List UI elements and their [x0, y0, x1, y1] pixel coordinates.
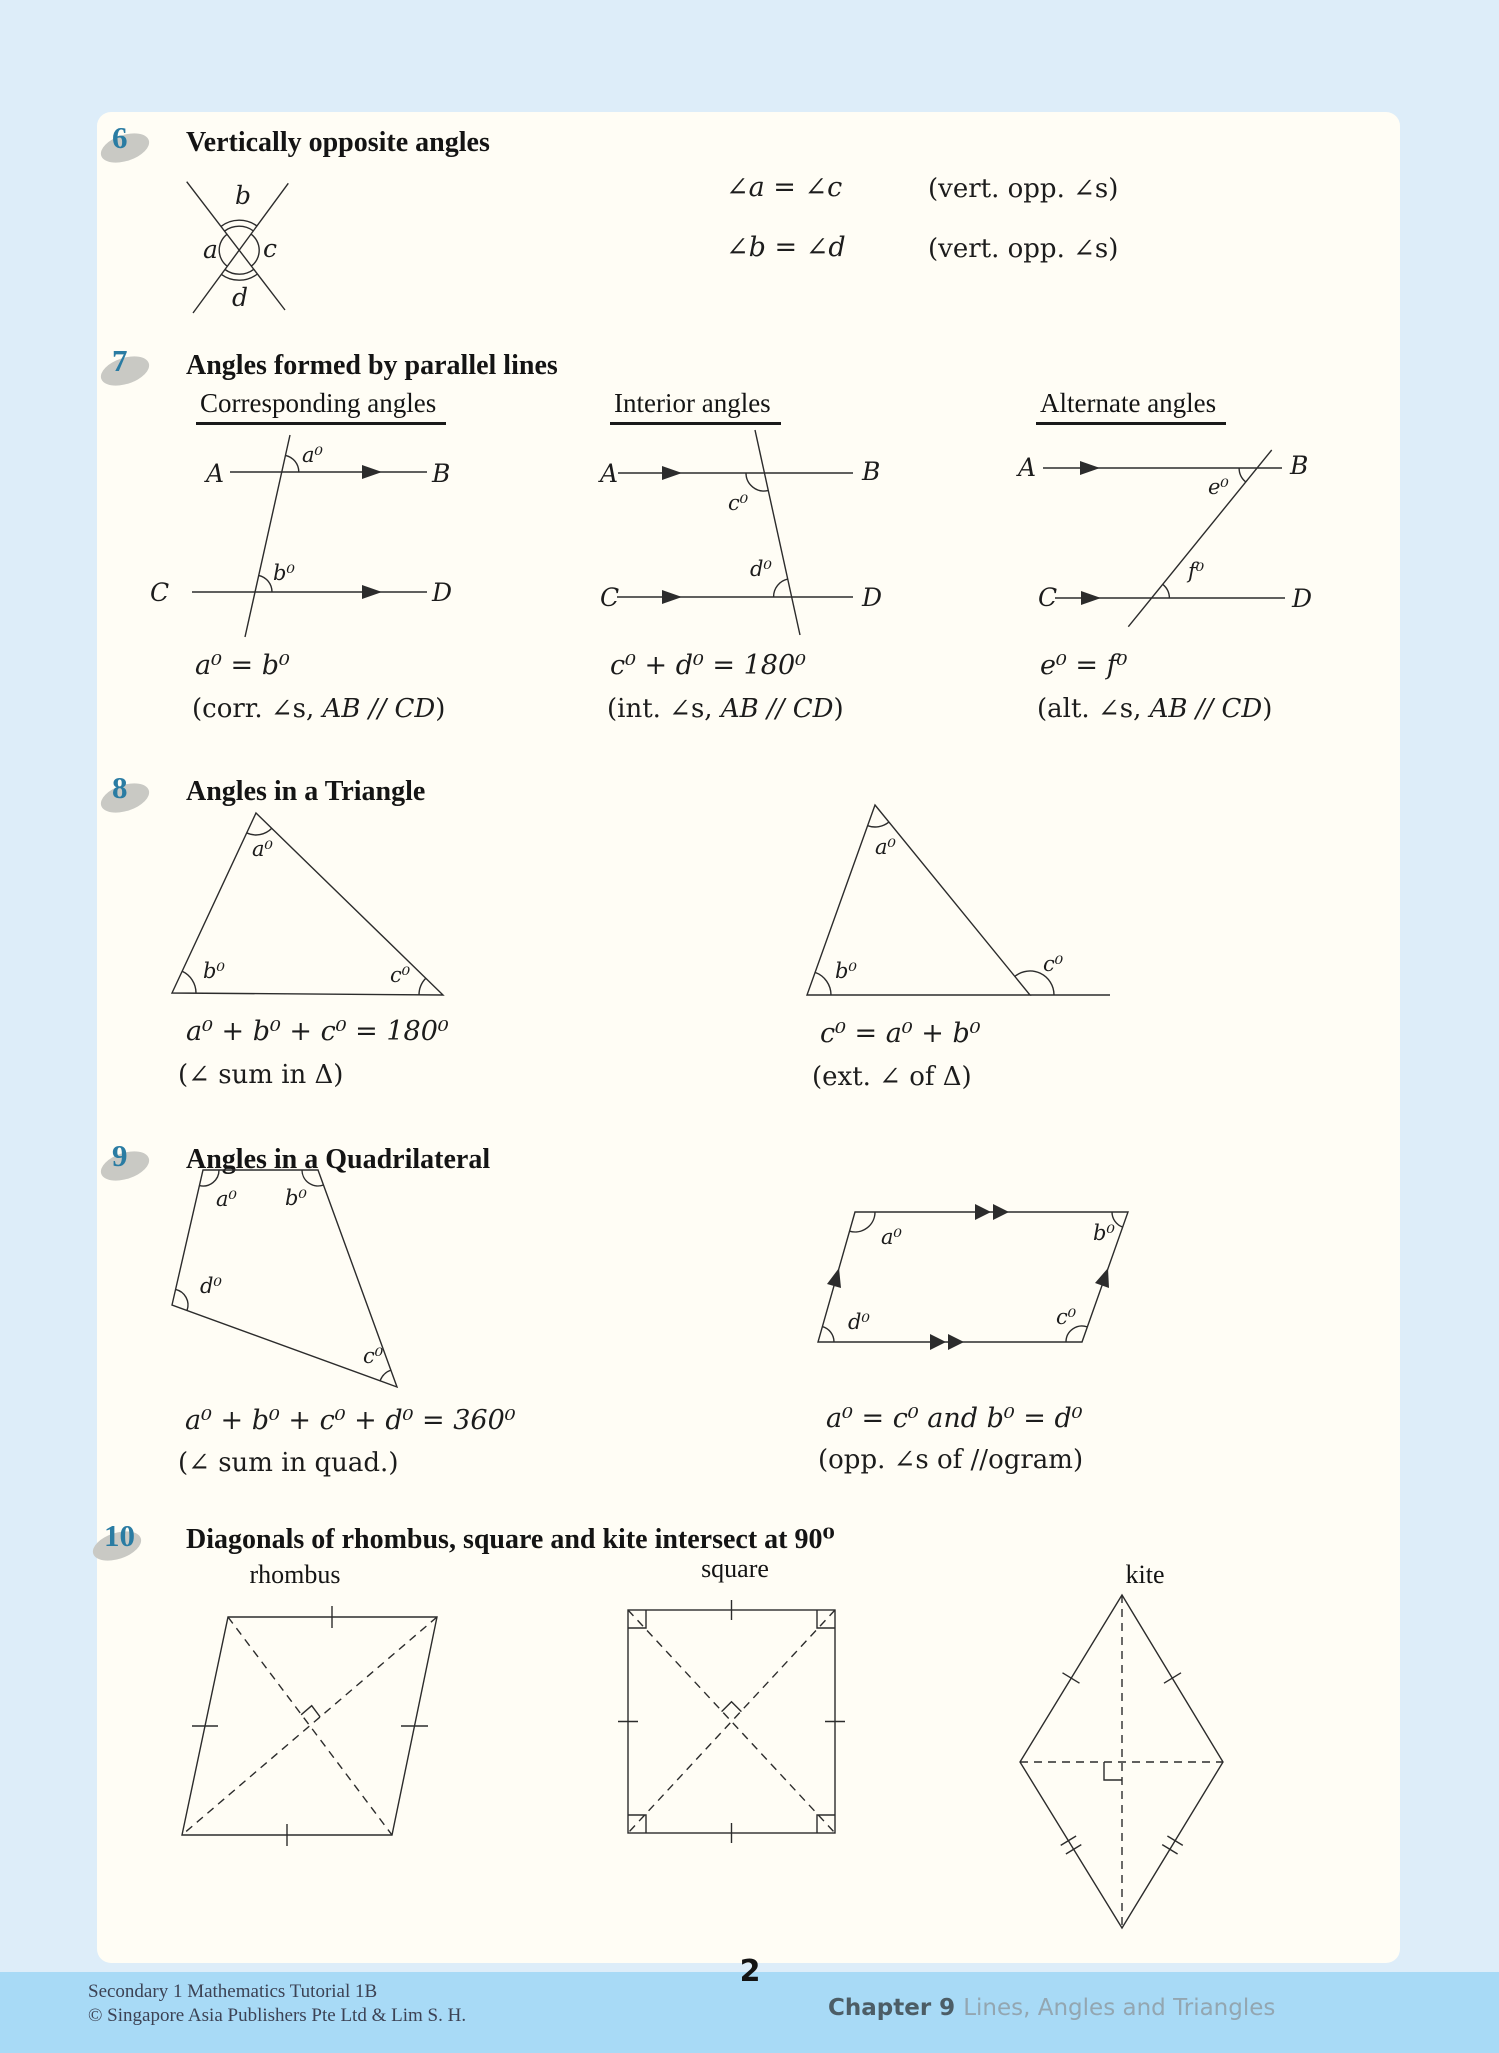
equation-reason: (vert. opp. ∠s): [928, 234, 1119, 264]
section-8-number: 8: [112, 770, 128, 805]
right-angle-mark: [301, 1706, 320, 1717]
section-9-number: 9: [112, 1138, 128, 1173]
section-10-badge: [104, 1518, 164, 1564]
diagonals: [628, 1610, 835, 1833]
vertex-label-B: B: [1290, 451, 1309, 480]
equation-reason: (vert. opp. ∠s): [928, 174, 1119, 204]
vertex-label-D: D: [862, 583, 883, 612]
angle-label-a: a⁰: [302, 443, 323, 467]
direction-arrows: [362, 465, 382, 599]
angle-label-e: e⁰: [1208, 475, 1229, 499]
formula: a⁰ + b⁰ + c⁰ = 180⁰: [186, 1016, 449, 1047]
formula-reason: [607, 694, 844, 724]
formula: a⁰ = c⁰ and b⁰ = d⁰: [826, 1403, 1083, 1434]
angle-label-c: c⁰: [1043, 952, 1064, 976]
diagonals: [1020, 1595, 1223, 1928]
exterior-angle-diagram: [785, 790, 1125, 1015]
section-9-title: Angles in a Quadrilateral: [186, 1144, 491, 1175]
angle-label-b: b⁰: [285, 1186, 307, 1210]
formula-reason: [1037, 694, 1272, 724]
vertex-label-A: A: [600, 459, 619, 488]
section-7-title: Angles formed by parallel lines: [186, 350, 558, 381]
rhombus-diagram: [140, 1590, 460, 1870]
quadrilateral-diagram: [150, 1160, 480, 1430]
formula-reason: (∠ sum in Δ): [178, 1060, 344, 1090]
reason-close: ): [833, 694, 844, 724]
parallelogram-diagram: [800, 1200, 1140, 1360]
equation: ∠a = ∠c: [726, 172, 843, 203]
angle-label-f: f⁰: [1188, 559, 1205, 583]
vertex-label-A: A: [1018, 453, 1037, 482]
formula: a⁰ + b⁰ + c⁰ + d⁰ = 360⁰: [185, 1405, 516, 1436]
footer-book-title: Secondary 1 Mathematics Tutorial 1B: [88, 1981, 378, 2002]
reason-lines: AB // CD: [720, 694, 834, 724]
reason-lines: AB // CD: [322, 694, 436, 724]
angle-label-a: a: [203, 235, 218, 264]
right-angle-mark: [1104, 1762, 1122, 1780]
vertex-label-C: C: [150, 578, 170, 607]
angle-label-d: d⁰: [848, 1310, 870, 1334]
footer-chapter-title: Lines, Angles and Triangles: [963, 1995, 1276, 2021]
formula-reason: (opp. ∠s of //ogram): [818, 1445, 1084, 1475]
reason-close: ): [1262, 694, 1273, 724]
angle-label-b: b: [235, 181, 252, 210]
reason-text: (corr. ∠s,: [192, 694, 323, 724]
vertically-opposite-angles-diagram: [175, 170, 305, 320]
vertex-label-B: B: [862, 457, 881, 486]
section-10-number: 10: [104, 1518, 135, 1553]
interior-angles-diagram: [570, 420, 900, 680]
angle-label-b: b⁰: [203, 959, 225, 983]
subheading-alternate-angles: Alternate angles: [1036, 388, 1226, 425]
alternate-angles-diagram: [1010, 420, 1340, 680]
equation: ∠b = ∠d: [726, 232, 846, 263]
angle-label-b: b⁰: [835, 959, 857, 983]
section-6-title: Vertically opposite angles: [186, 127, 490, 158]
angle-label-a: a⁰: [875, 835, 896, 859]
square-diagram: [600, 1595, 860, 1845]
footer-chapter-label: Chapter 9: [828, 1995, 956, 2021]
reason-text: (int. ∠s,: [607, 694, 721, 724]
rhombus-label: rhombus: [249, 1560, 341, 1589]
subheading-corresponding-angles: Corresponding angles: [196, 388, 446, 425]
section-10-title: Diagonals of rhombus, square and kite intersect at 90⁰: [186, 1524, 835, 1555]
vertex-label-B: B: [432, 459, 451, 488]
subheading-interior-angles: Interior angles: [610, 388, 781, 425]
right-angle-mark: [722, 1702, 742, 1712]
formula: e⁰ = f⁰: [1040, 650, 1128, 681]
angle-label-c: c⁰: [363, 1344, 384, 1368]
triangle-angle-sum-diagram: [140, 790, 480, 1015]
angle-label-a: a⁰: [216, 1187, 237, 1211]
formula-reason: (ext. ∠ of Δ): [812, 1062, 972, 1092]
section-6-number: 6: [112, 120, 128, 155]
direction-arrows: [662, 466, 682, 604]
reason-text: (alt. ∠s,: [1037, 694, 1150, 724]
equal-side-ticks: [192, 1606, 428, 1846]
angle-label-d: d: [232, 283, 249, 312]
page-number: 2: [739, 1954, 761, 1989]
formula-reason: (∠ sum in quad.): [178, 1448, 399, 1478]
angle-label-d: d⁰: [750, 557, 772, 581]
section-8-title: Angles in a Triangle: [186, 776, 426, 807]
section-6-badge: [112, 120, 172, 166]
corresponding-angles-diagram: [140, 420, 470, 680]
angle-label-b: b⁰: [1093, 1221, 1115, 1245]
vertex-label-C: C: [600, 583, 620, 612]
formula: c⁰ + d⁰ = 180⁰: [610, 650, 806, 681]
vertex-label-D: D: [432, 578, 453, 607]
footer-book-info: [88, 1980, 466, 2028]
vertex-label-A: A: [206, 459, 225, 488]
footer-copyright: © Singapore Asia Publishers Pte Ltd & Lim S. H.: [88, 2005, 467, 2026]
parallel-lines: [1043, 450, 1285, 627]
angle-label-d: d⁰: [200, 1274, 222, 1298]
footer-chapter-info: [828, 1995, 1275, 2021]
kite-label: kite: [1125, 1560, 1165, 1589]
square-label: square: [701, 1554, 769, 1583]
parallel-lines: [617, 430, 853, 635]
formula: a⁰ = b⁰: [195, 650, 290, 681]
direction-arrows: [1080, 461, 1101, 605]
section-7-badge: [112, 343, 172, 389]
formula-reason: [192, 694, 445, 724]
vertex-label-C: C: [1038, 583, 1058, 612]
angle-label-c: c⁰: [728, 491, 749, 515]
kite-diagram: [1000, 1580, 1260, 1960]
formula: c⁰ = a⁰ + b⁰: [820, 1018, 981, 1049]
vertex-label-D: D: [1292, 584, 1313, 613]
angle-label-a: a⁰: [252, 837, 273, 861]
section-7-number: 7: [112, 343, 128, 378]
reason-close: ): [435, 694, 446, 724]
angle-label-a: a⁰: [881, 1225, 902, 1249]
angle-label-c: c⁰: [390, 963, 411, 987]
angle-label-b: b⁰: [273, 561, 295, 585]
reason-lines: AB // CD: [1149, 694, 1263, 724]
angle-label-c: c⁰: [1056, 1305, 1077, 1329]
angle-label-c: c: [263, 234, 278, 263]
